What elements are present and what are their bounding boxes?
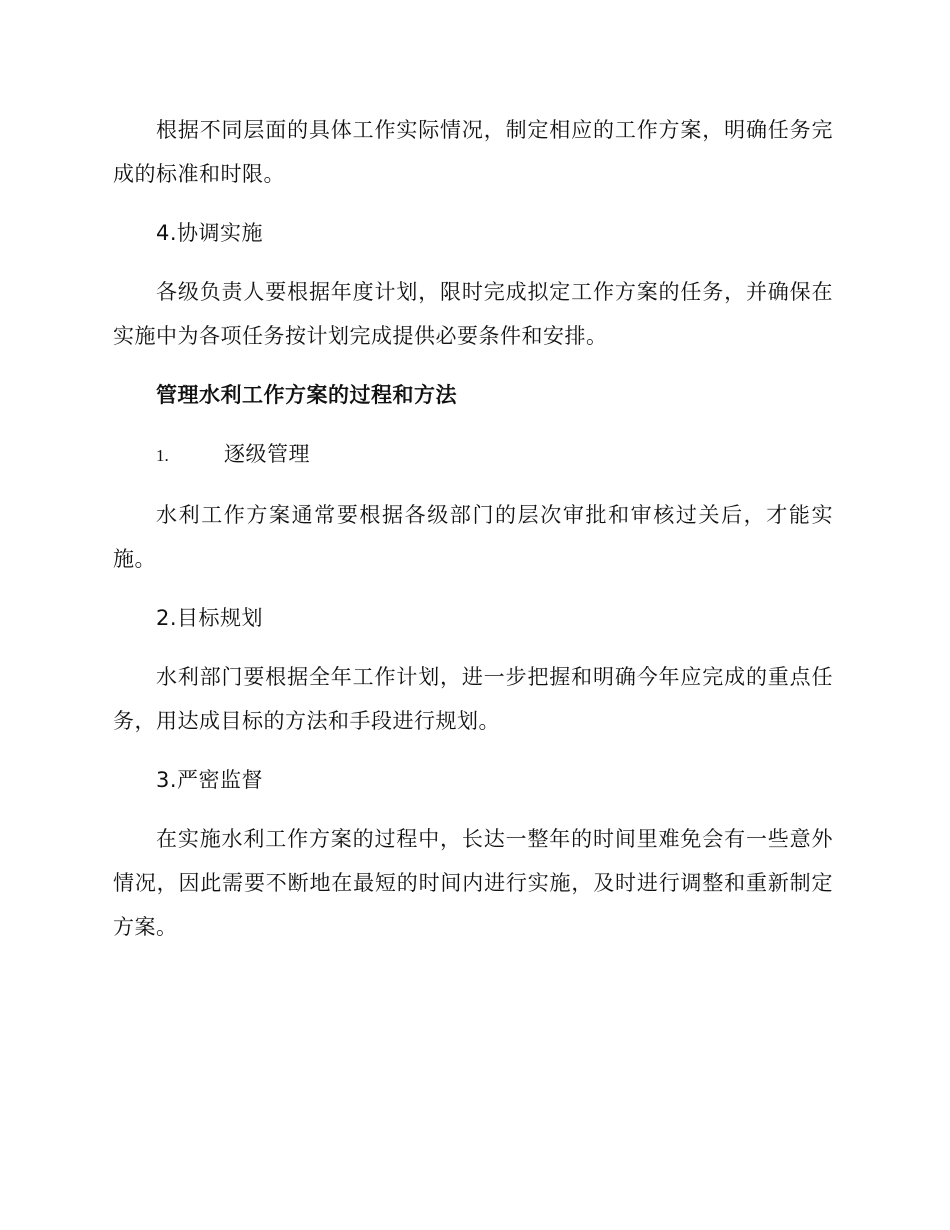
subheading-goal-planning: 2.目标规划 (156, 606, 264, 630)
document-body (113, 108, 833, 964)
paragraph-annual-plan: 水利部门要根据全年工作计划，进一步把握和明确今年应完成的重点任务，用达成目标的方法和手段进行规划。 (113, 665, 833, 733)
paragraph-work-plan: 根据不同层面的具体工作实际情况，制定相应的工作方案，明确任务完成的标准和时限。 (113, 118, 833, 186)
list-number: 1. (156, 446, 169, 465)
list-item-label: 逐级管理 (224, 442, 310, 466)
paragraph-approval: 水利工作方案通常要根据各级部门的层次审批和审核过关后，才能实施。 (113, 503, 833, 571)
subheading-strict-supervision: 3.严密监督 (156, 768, 264, 792)
numbered-item-tiered-management (113, 432, 833, 478)
subheading-coordinate-implementation: 4.协调实施 (156, 221, 264, 245)
paragraph-responsibility: 各级负责人要根据年度计划，限时完成拟定工作方案的任务，并确保在实施中为各项任务按计划完成提供必要条件和安排。 (113, 280, 833, 348)
section-heading: 管理水利工作方案的过程和方法 (156, 383, 457, 407)
paragraph-adjustment: 在实施水利工作方案的过程中，长达一整年的时间里难免会有一些意外情况，因此需要不断地在最短的时间内进行实施，及时进行调整和重新制定方案。 (113, 827, 833, 939)
